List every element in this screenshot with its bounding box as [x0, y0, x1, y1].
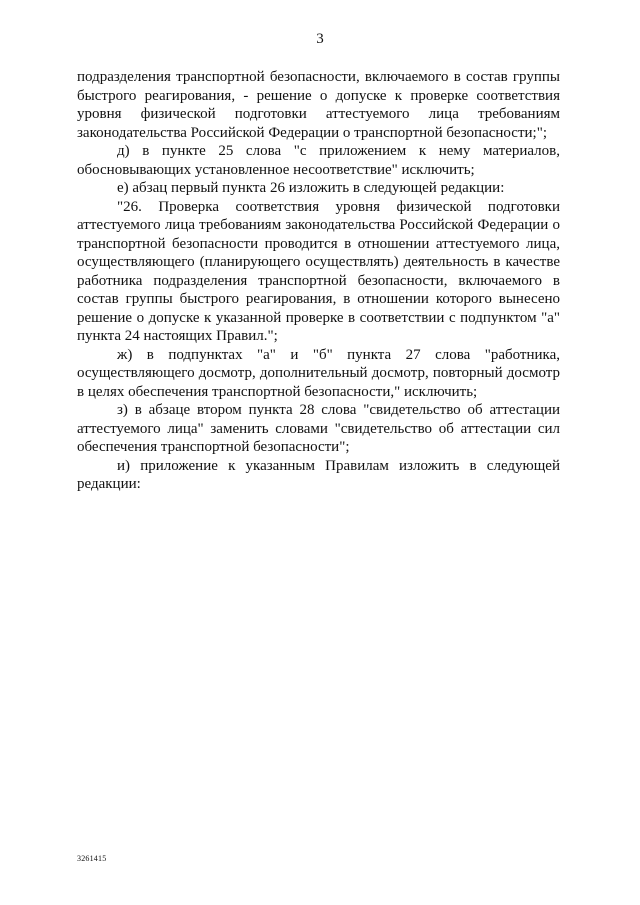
- paragraph-item-e: е) абзац первый пункта 26 изложить в следующей редакции:: [117, 180, 505, 196]
- paragraph-item-i: и) приложение к указанным Правилам изложить в следующей редакции:: [77, 457, 560, 492]
- paragraph-item-z: з) в абзаце втором пункта 28 слова "свидетельство об аттестации аттестуемого лица" заменить словами "свидетельство об аттестации сил обеспечения транспортной безопасности";: [77, 402, 560, 455]
- paragraph-continuation: подразделения транспортной безопасности, включаемого в состав группы быстрого реагирования, - решение о допуске к проверке соответствия уровня физической подготовки аттестуемого лица требованиям законодательства Российской Федерации о транспортной безопасности;";: [77, 69, 560, 141]
- page-number: 3: [316, 31, 324, 47]
- document-body: [77, 68, 560, 494]
- paragraph-item-26: "26. Проверка соответствия уровня физической подготовки аттестуемого лица требованиям законодательства Российской Федерации о транспортной безопасности проводится в отношении аттестуемого лица, осуществляющего (планирующего осуществлять) деятельность в качестве работника подразделения транспортной безопасности, включаемого в состав группы быстрого реагирования, в отношении которого вынесено решение о допуске к указанной проверке в соответствии с подпунктом "а" пункта 24 настоящих Правил.";: [77, 198, 560, 344]
- paragraph-item-d: д) в пункте 25 слова "с приложением к нему материалов, обосновывающих установленное несоответствие" исключить;: [77, 143, 560, 178]
- document-code: 3261415: [77, 854, 107, 863]
- paragraph-item-zh: ж) в подпунктах "а" и "б" пункта 27 слова "работника, осуществляющего досмотр, дополнительный досмотр, повторный досмотр в целях обеспечения транспортной безопасности," исключить;: [77, 346, 560, 400]
